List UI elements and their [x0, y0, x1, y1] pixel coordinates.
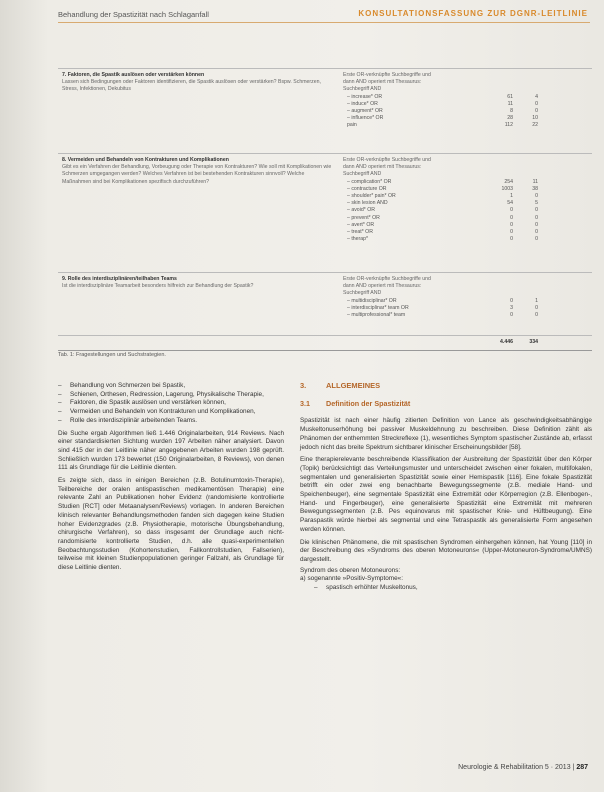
relevant-count: 0 [535, 193, 538, 200]
header-rule [58, 22, 590, 23]
table-row [343, 115, 588, 122]
section-title: 9. Rolle des interdisziplinären/teilhaben Teams [62, 276, 177, 282]
section-description: Gibt es ein Verfahren der Behandlung, Vorbeugung oder Therapie von Kontrakturen? Wie soll mit Komplikationen wie Schmerzen umgegangen werden? Welches Verfahren ist bei bestehenden Kontrakturen sinnvoll? Welche Maßnahmen sind bei Komplikationen spezifisch durchzuführen? [62, 164, 332, 185]
list-item: – spastisch erhöhter Muskeltonus, [314, 584, 418, 592]
hits-count: 0 [510, 229, 513, 236]
search-term: – increase* OR [347, 93, 383, 100]
table-caption: Tab. 1: Fragestellungen und Suchstrategien. [58, 352, 166, 358]
relevant-count: 0 [535, 100, 538, 107]
query-line: Suchbegriff AND [343, 290, 382, 297]
table-row [343, 179, 588, 186]
hits-count: 112 [504, 122, 513, 129]
hits-count: 8 [510, 108, 513, 115]
query-line: dann AND operiert mit Thesaurus: [343, 164, 422, 171]
section-question [62, 72, 334, 94]
list-item: – Vermeiden und Behandeln von Kontrakturen und Komplikationen, [58, 408, 256, 416]
relevant-count: 0 [535, 108, 538, 115]
query-line: Erste OR-verknüpfte Suchbegriffe und [343, 72, 431, 78]
table-row [343, 236, 588, 243]
search-term: – augment* OR [347, 108, 383, 115]
hits-count: 1003 [501, 185, 513, 192]
relevant-count: 22 [532, 122, 538, 129]
body-paragraph: Die klinischen Phänomene, die mit spastischen Syndromen einhergehen können, hat Young [110] in der Beschreibung des »Syndroms des oberen Motoneurons« (Upper-Motoneuron-Syndrome/UMNS) dargestellt. [300, 538, 592, 563]
left-text-column [58, 382, 284, 573]
table-bottom-rule [58, 350, 592, 351]
section-question [62, 157, 334, 186]
search-term: – contracture OR [347, 185, 387, 192]
relevant-count: 38 [532, 185, 538, 192]
table-row [343, 200, 588, 207]
search-term: – multidisciplinar* OR [347, 297, 397, 304]
section-query [343, 157, 588, 243]
relevant-count: 0 [535, 312, 538, 319]
body-paragraph: Spastizität ist nach einer häufig zitierten Definition von Lance als geschwindigkeitsabhängige Muskeltonuserhöhung bei passiver Muskeldehnung zu beschreiben. Diese Definition zählt als Phänomen der enthemmten Streckreflexe (1), wesentliches Symptom spastischer Zustände ab, erfasst jedoch nicht das breite Spektrum sichtbarer klinischer Erscheinungsbilder [58]. [300, 417, 592, 451]
search-term: – induce* OR [347, 100, 378, 107]
table-row [343, 215, 588, 222]
search-term: – multiprofessional* team [347, 312, 406, 319]
table-row [343, 207, 588, 214]
hits-count: 28 [507, 115, 513, 122]
relevant-count: 5 [535, 200, 538, 207]
relevant-count: 4 [535, 93, 538, 100]
section-description: Ist die interdisziplinäre Teamarbeit besonders hilfreich zur Behandlung der Spastik? [62, 283, 254, 290]
search-term: – therap* [347, 236, 369, 243]
search-term: – treat* OR [347, 229, 373, 236]
table-section-7 [58, 68, 592, 153]
hits-count: 0 [510, 297, 513, 304]
subsection-number: 3.1 [300, 398, 310, 408]
body-paragraph: a) sogenannte »Positiv-Symptome«: [300, 575, 404, 583]
section-heading-text: ALLGEMEINES [326, 381, 381, 390]
search-term: – complication* OR [347, 178, 392, 185]
query-line: dann AND operiert mit Thesaurus: [343, 283, 422, 290]
relevant-count: 0 [535, 214, 538, 221]
body-paragraph: Eine therapierelevante beschreibende Klassifikation der Ausbreitung der Spastizität über den Körper (Topik) berücksichtigt das Verteilungsmuster und unterscheidet zwischen einer fokalen, multifokalen, segmentalen und generalisierten Spastizität sowie einer Hemispastik [116]. Eine fokale Spastizität betrifft ein oder zwei eng benachbarte Bewegungssegmente (z.B. mediale Hand- und Speichenbeuger), eine segmentale Spastizität eine Extremität oder Körperregion (z.B. Ellenbogen-, Hand- und Fingerbeuger), eine generalisierte Spastizität eine Extremität mit mehreren Bewegungssegmenten (z.B. Pes equinovarus mit spastischer Knie- und Hüftbeugung). Eine Paraspastik würde hierbei als segmental und eine Tetraspastik als generalisierte Form angesehen werden können. [300, 456, 592, 533]
table-row [343, 298, 588, 305]
table-row [343, 108, 588, 115]
search-term: – influence* OR [347, 115, 384, 122]
table-row [343, 193, 588, 200]
table-row [343, 305, 588, 312]
journal-citation: Neurologie & Rehabilitation 5 · 2013 | [458, 764, 575, 771]
hits-count: 0 [510, 236, 513, 243]
running-header-left: Behandlung der Spastizität nach Schlaganfall [58, 10, 209, 19]
relevant-count: 0 [535, 221, 538, 228]
subsection-heading-text: Definition der Spastizität [326, 398, 411, 408]
hits-count: 0 [510, 207, 513, 214]
relevant-count: 11 [532, 178, 538, 185]
query-line: Erste OR-verknüpfte Suchbegriffe und [343, 157, 431, 163]
table-row [343, 222, 588, 229]
search-term: – interdisciplinar* team OR [347, 304, 409, 311]
total-relevant: 334 [529, 339, 538, 345]
search-strategy-table [58, 68, 592, 350]
table-row [343, 122, 588, 129]
search-term: pain [347, 122, 357, 129]
hits-count: 0 [510, 214, 513, 221]
list-item: – Faktoren, die Spastik auslösen und verstärken können, [58, 399, 226, 407]
list-item-text: Behandlung von Schmerzen bei Spastik, [70, 382, 186, 389]
section-heading [300, 382, 592, 391]
list-item-text: Schienen, Orthesen, Redression, Lagerung, Physikalische Therapie, [70, 390, 264, 398]
search-term: – avert* OR [347, 221, 375, 228]
search-term: – skin lesion AND [347, 200, 388, 207]
table-sum-section [58, 335, 592, 350]
section-query [343, 72, 588, 130]
search-term: – shoulder* pain* OR [347, 193, 396, 200]
subsection-heading [300, 400, 592, 409]
query-line: Erste OR-verknüpfte Suchbegriffe und [343, 276, 431, 282]
hits-count: 0 [510, 221, 513, 228]
hits-count: 11 [507, 100, 513, 107]
search-term: – prevent* OR [347, 214, 380, 221]
section-title: 7. Faktoren, die Spastik auslösen oder verstärken können [62, 72, 205, 78]
hits-count: 3 [510, 304, 513, 311]
list-item: – Behandlung von Schmerzen bei Spastik, [58, 382, 186, 389]
hits-count: 54 [507, 200, 513, 207]
table-sum-row [343, 339, 588, 346]
hits-count: 254 [504, 178, 513, 185]
section-description: Lassen sich Bedingungen oder Faktoren identifizieren, die Spastik auslösen oder verstärken? Bspw. Schmerzen, Stress, Infektionen, Dekubitus [62, 79, 321, 93]
running-header-right: KONSULTATIONSFASSUNG ZUR DGNR-LEITLINIE [358, 9, 588, 18]
hits-count: 1 [510, 193, 513, 200]
hits-count: 0 [510, 312, 513, 319]
right-text-column [300, 382, 592, 593]
list-item-text: Rolle des interdisziplinär arbeitenden Teams. [70, 416, 198, 424]
relevant-count: 0 [535, 207, 538, 214]
list-item-text: spastisch erhöhter Muskeltonus, [326, 584, 418, 592]
relevant-count: 10 [532, 115, 538, 122]
table-row [343, 312, 588, 319]
body-paragraph: Die Suche ergab Algorithmen ließ 1.446 Originalarbeiten, 914 Reviews. Nach einer standardisierten Sichtung wurden 197 Arbeiten näher analysiert. Davon sind 415 der in der Leitlinie näher angegebenen Arbeiten wurden 198 geprüft. Schließlich wurden 173 bewertet (150 Originalarbeiten, 8 Reviews), von denen 111 als Grundlage für die Leitlinie dienten. [58, 429, 284, 472]
list-item: – Schienen, Orthesen, Redression, Lagerung, Physikalische Therapie, [58, 390, 264, 398]
section-title: 8. Vermeiden und Behandeln von Kontrakturen und Komplikationen [62, 157, 229, 163]
query-line: Suchbegriff AND [343, 86, 382, 93]
relevant-count: 0 [535, 304, 538, 311]
body-paragraph: Es zeigte sich, dass in einigen Bereichen (z.B. Botulinumtoxin-Therapie), Teilbereiche der oralen antispastischen medikamentösen Therapie) eine relevante Zahl an Publikationen hoher Evidenz (randomisierte kontrollierte Studien [RCT] oder Metaanalysen/Reviews) vorlagen. In anderen Bereichen klinisch relevanter Behandlungsmethoden fanden sich dagegen keine Studien hoher Evidenzgrades (z.B. Physiotherapie, motorische Übungsbehandlung, chirurgische Verfahren), so dass insgesamt der Grundlage auch nicht-randomisierte kontrollierte Studien, d.h. alle quasi-experimentellen Beobachtungsstudien (Kohortenstudien, Fallkontrollstudien, Fallserien), teilweise mit kleinen Studienpopulationen geringer Fallzahl, als Grundlage für diese Leitlinie dienten. [58, 477, 284, 572]
total-hits: 4.446 [500, 339, 513, 345]
list-item-text: Vermeiden und Behandeln von Kontrakturen und Komplikationen, [70, 408, 256, 416]
table-section-8 [58, 153, 592, 272]
table-row [343, 94, 588, 101]
section-question [62, 276, 334, 290]
query-line: dann AND operiert mit Thesaurus: [343, 79, 422, 86]
table-row [343, 101, 588, 108]
table-row [343, 229, 588, 236]
section-number: 3. [300, 381, 307, 390]
page-footer [458, 764, 588, 771]
page-number: 287 [576, 764, 588, 771]
body-paragraph: Syndrom des oberen Motoneurons: [300, 566, 401, 574]
query-line: Suchbegriff AND [343, 171, 382, 178]
list-item-text: Faktoren, die Spastik auslösen und verstärken können, [70, 399, 226, 407]
list-item: – Rolle des interdisziplinär arbeitenden Teams. [58, 416, 198, 424]
section-query [343, 276, 588, 319]
hits-count: 61 [507, 93, 513, 100]
table-row [343, 186, 588, 193]
relevant-count: 1 [535, 297, 538, 304]
relevant-count: 0 [535, 229, 538, 236]
table-section-9 [58, 272, 592, 335]
search-term: – avoid* OR [347, 207, 375, 214]
relevant-count: 0 [535, 236, 538, 243]
